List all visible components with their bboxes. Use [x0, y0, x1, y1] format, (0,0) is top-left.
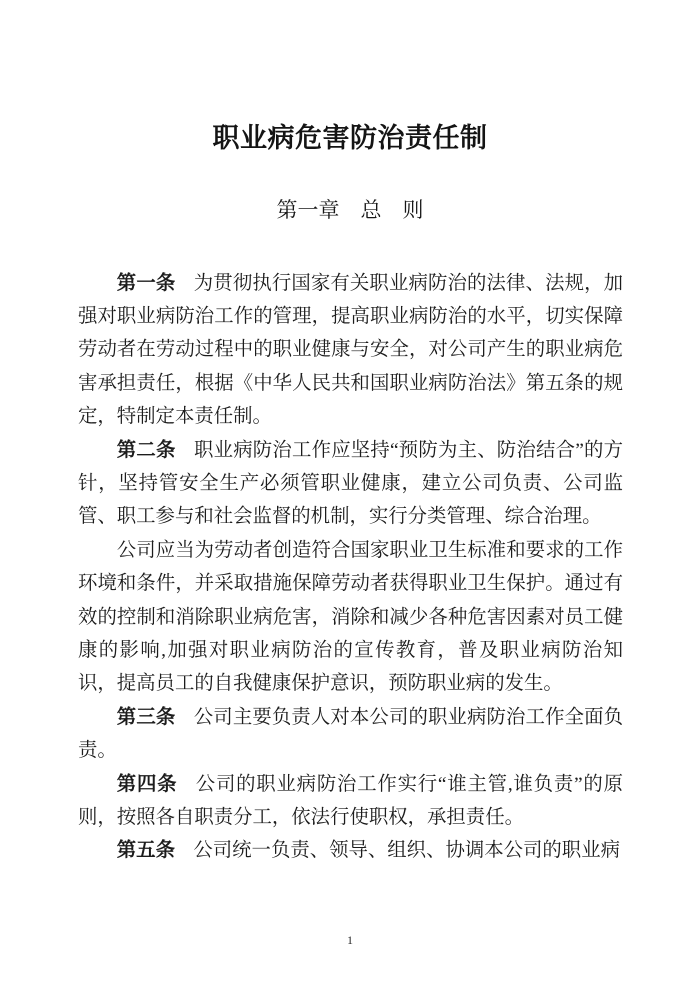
paragraph: 第五条 公司统一负责、领导、组织、协调本公司的职业病	[116, 840, 620, 862]
paragraph: 第三条 公司主要负责人对本公司的职业病防治工作全面负责。	[78, 706, 624, 762]
chapter-heading: 第一章 总 则	[276, 199, 424, 223]
document-title: 职业病危害防治责任制	[212, 123, 488, 153]
paragraph: 第一条 为贯彻执行国家有关职业病防治的法律、法规，加强对职业病防治工作的管理，提高职业病防治的水平，切实保障劳动者在劳动过程中的职业健康与安全，对公司产生的职业病危害承担责任，根据《中华人民共和国职业病防治法》第五条的规定，特制定本责任制。	[78, 272, 624, 428]
clause-label: 第一条	[116, 272, 176, 294]
clause-label: 第五条	[116, 840, 175, 862]
paragraph: 公司应当为劳动者创造符合国家职业卫生标准和要求的工作环境和条件，并采取措施保障劳动者获得职业卫生保护。通过有效的控制和消除职业病危害，消除和减少各种危害因素对员工健康的影响,加强对职业病防治的宣传教育，普及职业病防治知识，提高员工的自我健康保护意识，预防职业病的发生。	[78, 539, 623, 695]
page-number: 1	[347, 933, 353, 947]
paragraph: 第二条 职业病防治工作应坚持“预防为主、防治结合”的方针，坚持管安全生产必须管职业健康，建立公司负责、公司监管、职工参与和社会监督的机制，实行分类管理、综合治理。	[78, 439, 623, 528]
clause-label: 第二条	[116, 439, 176, 461]
document-body	[78, 267, 623, 868]
clause-label: 第四条	[116, 773, 178, 795]
paragraph: 第四条 公司的职业病防治工作实行“谁主管,谁负责”的原则，按照各自职责分工，依法行使职权，承担责任。	[78, 773, 624, 829]
clause-label: 第三条	[116, 706, 176, 728]
